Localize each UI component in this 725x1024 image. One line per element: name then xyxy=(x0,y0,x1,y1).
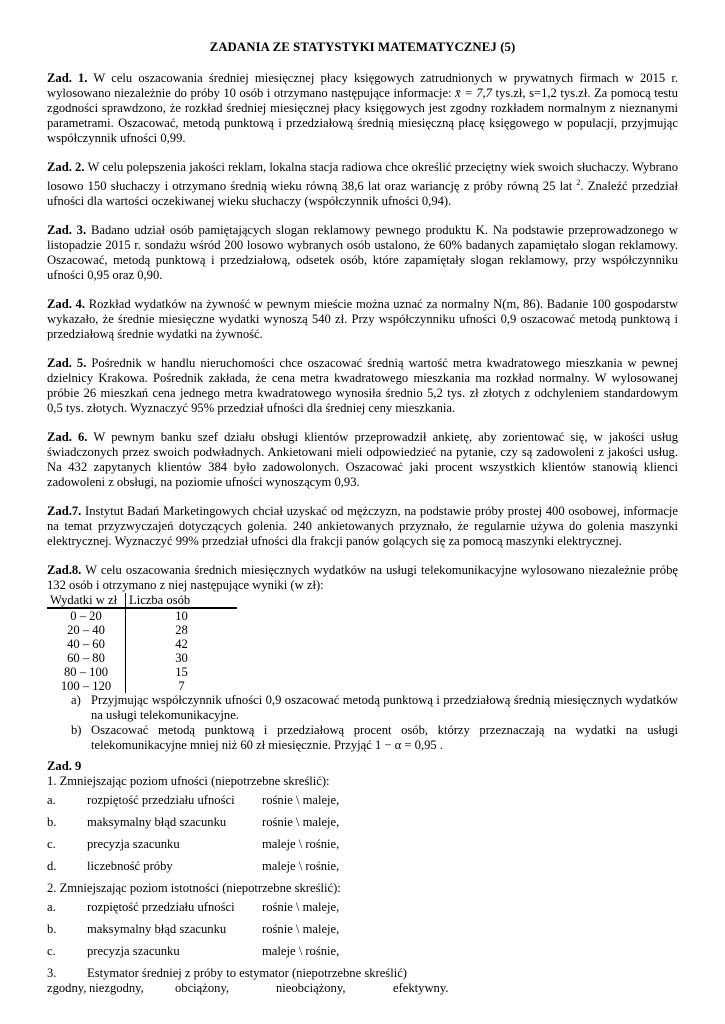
task-9-q2-row xyxy=(47,900,678,922)
table-row xyxy=(47,651,237,665)
table-cell-range: 100 – 120 xyxy=(47,679,126,693)
task-3 xyxy=(47,223,678,283)
task-8-item-a xyxy=(71,693,678,723)
table-cell-range: 80 – 100 xyxy=(47,665,126,679)
row-letter: d. xyxy=(47,859,57,874)
task-1-text-b: tys.zł, s=1,2 tys.zł. Za pomocą testu zgodności sprawdzono, że rozkład średniej miesięcznej płacy księgowych jest zgodny rozkładem normalnym z nieznanymi parametrami. Oszacować, metodą punktową i przedziałową średnią miesięczną płacę księgowego w populacji, przyjmując współczynnik ufności 0,99. xyxy=(47,86,678,145)
row-phrase: maksymalny błąd szacunku xyxy=(87,815,227,830)
row-letter: b. xyxy=(47,815,57,830)
table-header-expenses: Wydatki w zł xyxy=(47,593,126,608)
task-9-q1-row xyxy=(47,837,678,859)
option-inconsistent: niezgodny, xyxy=(89,981,144,996)
row-options: rośnie \ maleje, xyxy=(262,900,340,915)
row-options: maleje \ rośnie, xyxy=(262,837,340,852)
row-letter: b. xyxy=(47,922,57,937)
task-7-text: Instytut Badań Marketingowych chciał uzyskać od mężczyzn, na podstawie próby prostej 400 osobowej, informacje na temat przyzwyczajeń dotyczących golenia. 240 ankietowanych przyznało, że regularnie używa do golenia maszynki elektrycznej. Wyznaczyć 99% przedział ufności dla frakcji panów golących się za pomocą maszynki elektrycznej. xyxy=(47,504,678,549)
row-phrase: precyzja szacunku xyxy=(87,837,180,852)
task-2 xyxy=(47,160,678,209)
task-6-text: W pewnym banku szef działu obsługi klientów przeprowadził ankietę, aby zorientować się, w jakości usług świadczonych przez swoich podwładnych. Ankietowani mieli odpowiedzieć na pytanie, czy są zadowoleni z jakości usług. Na 432 zapytanych klientów 384 było zadowolonych. Oszacować jaki procent wszystkich klientów stanowią klienci zadowoleni z obsługi, na poziomie ufności wynoszącym 0,93. xyxy=(47,430,678,490)
task-3-label: Zad. 3. xyxy=(47,223,87,238)
task-8-item-b-label: b) xyxy=(71,723,82,738)
task-5-label: Zad. 5. xyxy=(47,356,87,371)
task-5-text: Pośrednik w handlu nieruchomości chce oszacować średnią wartość metra kwadratowego mieszkania w pewnej dzielnicy Krakowa. Pośrednik zakłada, że cena metra kwadratowego mieszkania ma rozkład normalny. W wylosowanej próbie 26 mieszkań cena jednego metra kwadratowego wynosiła średnio 5,2 tys. zł złotych z odchyleniem standardowym 0,5 tys. złotych. Wyznaczyć 95% przedział ufności dla średniej ceny mieszkania. xyxy=(47,356,678,416)
row-letter: c. xyxy=(47,837,56,852)
question-3-number: 3. xyxy=(47,966,57,981)
table-cell-range: 20 – 40 xyxy=(47,623,126,637)
task-7 xyxy=(47,504,678,549)
row-options: maleje \ rośnie, xyxy=(262,859,340,874)
table-header-count: Liczba osób xyxy=(126,593,238,608)
table-cell-count: 30 xyxy=(175,651,188,666)
table-cell-range: 40 – 60 xyxy=(47,637,126,651)
table-cell-count: 15 xyxy=(175,665,188,680)
table-cell-range: 60 – 80 xyxy=(47,651,126,665)
row-options: rośnie \ maleje, xyxy=(262,922,340,937)
table-header-row xyxy=(47,593,237,608)
task-8-intro: W celu oszacowania średnich miesięcznych wydatków na usługi telekomunikacyjne wylosowano niezależnie próbę 132 osób i otrzymano z niej następujące wyniki (w zł): xyxy=(47,563,678,593)
question-3-text: Estymator średniej z próby to estymator (niepotrzebne skreślić) xyxy=(87,966,407,981)
task-9-q2-row xyxy=(47,944,678,966)
option-biased: obciążony, xyxy=(175,981,230,996)
document-page xyxy=(47,40,678,996)
row-phrase: maksymalny błąd szacunku xyxy=(87,922,227,937)
task-1-mean-formula: x̄ = 7,7 xyxy=(455,86,492,100)
task-9-label: Zad. 9 xyxy=(47,759,82,774)
table-row xyxy=(47,623,237,637)
row-options: rośnie \ maleje, xyxy=(262,793,340,808)
task-2-label: Zad. 2. xyxy=(47,160,85,174)
task-9-question-2: 2. Zmniejszając poziom istotności (niepotrzebne skreślić): xyxy=(47,881,341,896)
task-1-text-a: W celu oszacowania średniej miesięcznej płacy księgowych zatrudnionych w prywatnych firmach w 2015 r. wylosowano niezależnie do próby 10 osób i otrzymano następujące informacje: xyxy=(47,71,678,100)
task-1 xyxy=(47,71,678,146)
task-4-label: Zad. 4. xyxy=(47,297,86,312)
table-row xyxy=(47,665,237,679)
task-1-label: Zad. 1. xyxy=(47,71,88,85)
row-options: maleje \ rośnie, xyxy=(262,944,340,959)
row-letter: a. xyxy=(47,900,56,915)
table-row xyxy=(47,637,237,651)
task-9-q1-row xyxy=(47,793,678,815)
row-letter: a. xyxy=(47,793,56,808)
row-phrase: liczebność próby xyxy=(87,859,173,874)
task-2-superscript: 2 xyxy=(576,178,581,187)
task-7-label: Zad.7. xyxy=(47,504,82,519)
task-5 xyxy=(47,356,678,416)
task-9-q1-row xyxy=(47,815,678,837)
option-efficient: efektywny. xyxy=(393,981,449,996)
task-4 xyxy=(47,297,678,342)
task-9-q1-row xyxy=(47,859,678,881)
task-8 xyxy=(47,563,678,593)
task-9-question-1: 1. Zmniejszając poziom ufności (niepotrzebne skreślić): xyxy=(47,774,330,789)
option-unbiased: nieobciążony, xyxy=(276,981,346,996)
task-9-q3-options xyxy=(47,981,678,996)
table-cell-count: 7 xyxy=(178,679,185,694)
option-consistent: zgodny, xyxy=(47,981,87,996)
table-cell-count: 28 xyxy=(175,623,188,638)
row-phrase: rozpiętość przedziału ufności xyxy=(87,900,235,915)
task-9-question-3 xyxy=(47,966,678,981)
table-row xyxy=(47,679,237,693)
task-6-label: Zad. 6. xyxy=(47,430,88,445)
task-8-item-b xyxy=(71,723,678,753)
task-8-item-a-text: Przyjmując współczynnik ufności 0,9 oszacować metodą punktową i przedziałową średnią miesięcznych wydatków na usługi telekomunikacyjne. xyxy=(91,693,678,723)
task-2-text-a: W celu polepszenia jakości reklam, lokalna stacja radiowa chce określić przeciętny wiek swoich słuchaczy. Wybrano losowo 150 słuchaczy i otrzymano średnią wieku równą 38,6 lat oraz wariancję z próby równą 25 lat xyxy=(47,160,678,194)
table-row xyxy=(47,608,237,623)
table-cell-count: 42 xyxy=(175,637,188,652)
table-cell-count: 10 xyxy=(175,609,188,624)
task-2-text-b: . Znaleźć przedział ufności dla wartości oczekiwanej wieku słuchaczy (współczynnik ufności 0,94). xyxy=(47,179,678,209)
row-phrase: precyzja szacunku xyxy=(87,944,180,959)
task-4-text: Rozkład wydatków na żywność w pewnym mieście można uznać za normalny N(m, 86). Badanie 100 gospodarstw wykazało, że średnie miesięczne wydatki wynoszą 540 zł. Przy współczynniku ufności 0,9 oszacować metodą punktową i przedziałową średnie wydatki na żywność. xyxy=(47,297,678,342)
task-8-label: Zad.8. xyxy=(47,563,82,578)
expenses-table xyxy=(47,593,237,693)
task-9-q2-row xyxy=(47,922,678,944)
document-title: ZADANIA ZE STATYSTYKI MATEMATYCZNEJ (5) xyxy=(209,40,516,54)
task-6 xyxy=(47,430,678,490)
task-3-text: Badano udział osób pamiętających slogan reklamowy pewnego produktu K. Na podstawie przeprowadzonego w listopadzie 2015 r. sondażu wśród 200 losowo wybranych osób ustalono, że 60% badanych zapamiętało slogan reklamowy. Oszacować, metodą punktową i przedziałową, odsetek osób, które zapamiętały slogan reklamowy, przy współczynniku ufności 0,95 oraz 0,90. xyxy=(47,223,678,283)
row-phrase: rozpiętość przedziału ufności xyxy=(87,793,235,808)
task-8-item-a-label: a) xyxy=(71,693,81,708)
row-letter: c. xyxy=(47,944,56,959)
row-options: rośnie \ maleje, xyxy=(262,815,340,830)
task-8-item-b-text: Oszacować metodą punktową i przedziałową procent osób, którzy przeznaczają na wydatki na usługi telekomunikacyjne mniej niż 60 zł miesięcznie. Przyjąć 1 − α = 0,95 . xyxy=(91,723,678,753)
table-cell-range: 0 – 20 xyxy=(47,608,126,623)
